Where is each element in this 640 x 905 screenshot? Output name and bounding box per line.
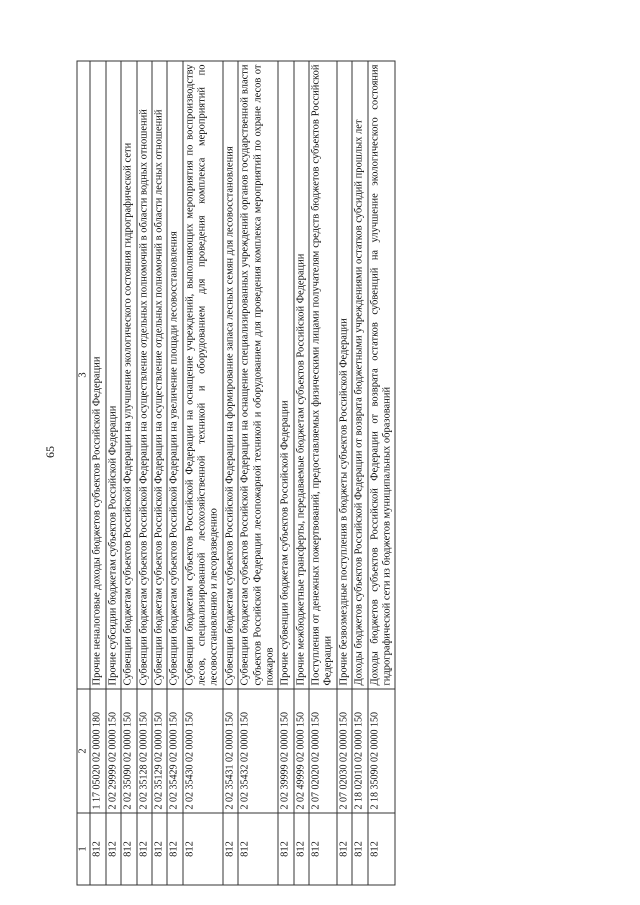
table-row [238,61,278,885]
revenue-name-cell: Поступления от денежных пожертвований, предоставляемых физическими лицами получателям средств бюджетов субъектов Российской Федерации [309,61,337,689]
revenue-name-cell: Субвенции бюджетам субъектов Российской Федерации на увеличение площади лесовосстановления [167,61,182,689]
admin-code-cell: 812 [136,813,151,885]
budget-code-cell: 2 02 35430 02 0000 150 [182,689,222,813]
table-row [309,61,337,885]
table-row [136,61,151,885]
page-number-text: 65 [43,446,57,458]
table-row [105,61,120,885]
revenue-name-cell: Прочие безвозмездные поступления в бюджеты субъектов Российской Федерации [336,61,351,689]
budget-code-cell: 2 07 02020 02 0000 150 [309,689,337,813]
table-row [222,61,237,885]
table-body [77,61,395,885]
table-row [336,61,351,885]
revenue-name-cell: Доходы бюджетов субъектов Российской Федерации от возврата бюджетными учреждениями остатков субсидий прошлых лет [352,61,367,689]
budget-code-cell: 2 02 29999 02 0000 150 [105,689,120,813]
revenue-name-cell: Прочие неналоговые доходы бюджетов субъектов Российской Федерации [90,61,105,689]
admin-code-cell: 812 [105,813,120,885]
table-row [90,61,105,885]
budget-code-cell: 2 02 39999 02 0000 150 [278,689,293,813]
admin-code-cell: 812 [367,813,395,885]
admin-code-cell: 812 [309,813,337,885]
revenue-name-cell: Прочие субсидии бюджетам субъектов Российской Федерации [105,61,120,689]
budget-code-cell: 2 18 02010 02 0000 150 [352,689,367,813]
table-row [151,61,166,885]
admin-code-cell: 812 [336,813,351,885]
table-row [278,61,293,885]
table-row [367,61,395,885]
table-row [293,61,308,885]
admin-code-cell: 812 [167,813,182,885]
admin-code-cell: 812 [151,813,166,885]
admin-code-cell: 812 [90,813,105,885]
page-number [41,440,59,464]
table-row [352,61,367,885]
revenue-name-cell: Прочие межбюджетные трансферты, передаваемые бюджетам субъектов Российской Федерации [293,61,308,689]
revenue-name-cell: Доходы бюджетов субъектов Российской Федерации от возврата остатков субвенций на улучшение экологического состояния гидрографической сети из бюджетов муниципальных образований [367,61,395,689]
admin-code-cell: 812 [293,813,308,885]
admin-code-cell: 812 [182,813,222,885]
revenue-name-cell: Субвенции бюджетам субъектов Российской Федерации на оснащение учреждений, выполняющих мероприятия по воспроизводству лесов, специализированной лесохозяйственной техникой и оборудованием для проведения комплекса мероприятий по лесовосстановлению и лесоразведению [182,61,222,689]
revenue-name-cell: Прочие субвенции бюджетам субъектов Российской Федерации [278,61,293,689]
header-col-2: 2 [77,689,90,813]
header-col-1: 1 [77,813,90,885]
budget-code-cell: 1 17 05020 02 0000 180 [90,689,105,813]
revenue-codes-table [76,60,395,885]
budget-code-cell: 2 18 35090 02 0000 150 [367,689,395,813]
budget-code-cell: 2 02 35128 02 0000 150 [136,689,151,813]
table-row [167,61,182,885]
revenue-name-cell: Субвенции бюджетам субъектов Российской Федерации на формирование запаса лесных семян для лесовосстановления [222,61,237,689]
budget-code-cell: 2 07 02030 02 0000 150 [336,689,351,813]
budget-code-cell: 2 02 35129 02 0000 150 [151,689,166,813]
revenue-name-cell: Субвенции бюджетам субъектов Российской Федерации на осуществление отдельных полномочий в области лесных отношений [151,61,166,689]
budget-code-cell: 2 02 35090 02 0000 150 [121,689,136,813]
rotated-table-container [76,60,563,885]
admin-code-cell: 812 [278,813,293,885]
table-header-row [77,61,90,885]
admin-code-cell: 812 [352,813,367,885]
table-row [182,61,222,885]
budget-code-cell: 2 02 49999 02 0000 150 [293,689,308,813]
admin-code-cell: 812 [222,813,237,885]
budget-code-cell: 2 02 35429 02 0000 150 [167,689,182,813]
header-col-3: 3 [77,61,90,689]
budget-code-cell: 2 02 35431 02 0000 150 [222,689,237,813]
revenue-name-cell: Субвенции бюджетам субъектов Российской Федерации на осуществление отдельных полномочий в области водных отношений [136,61,151,689]
admin-code-cell: 812 [238,813,278,885]
revenue-name-cell: Субвенции бюджетам субъектов Российской Федерации на оснащение специализированных учреждений органов государственной власти субъектов Российской Федерации лесопожарной техникой и оборудованием для проведения комплекса мероприятий по охране лесов от пожаров [238,61,278,689]
table-row [121,61,136,885]
revenue-name-cell: Субвенции бюджетам субъектов Российской Федерации на улучшение экологического состояния гидрографической сети [121,61,136,689]
admin-code-cell: 812 [121,813,136,885]
budget-code-cell: 2 02 35432 02 0000 150 [238,689,278,813]
